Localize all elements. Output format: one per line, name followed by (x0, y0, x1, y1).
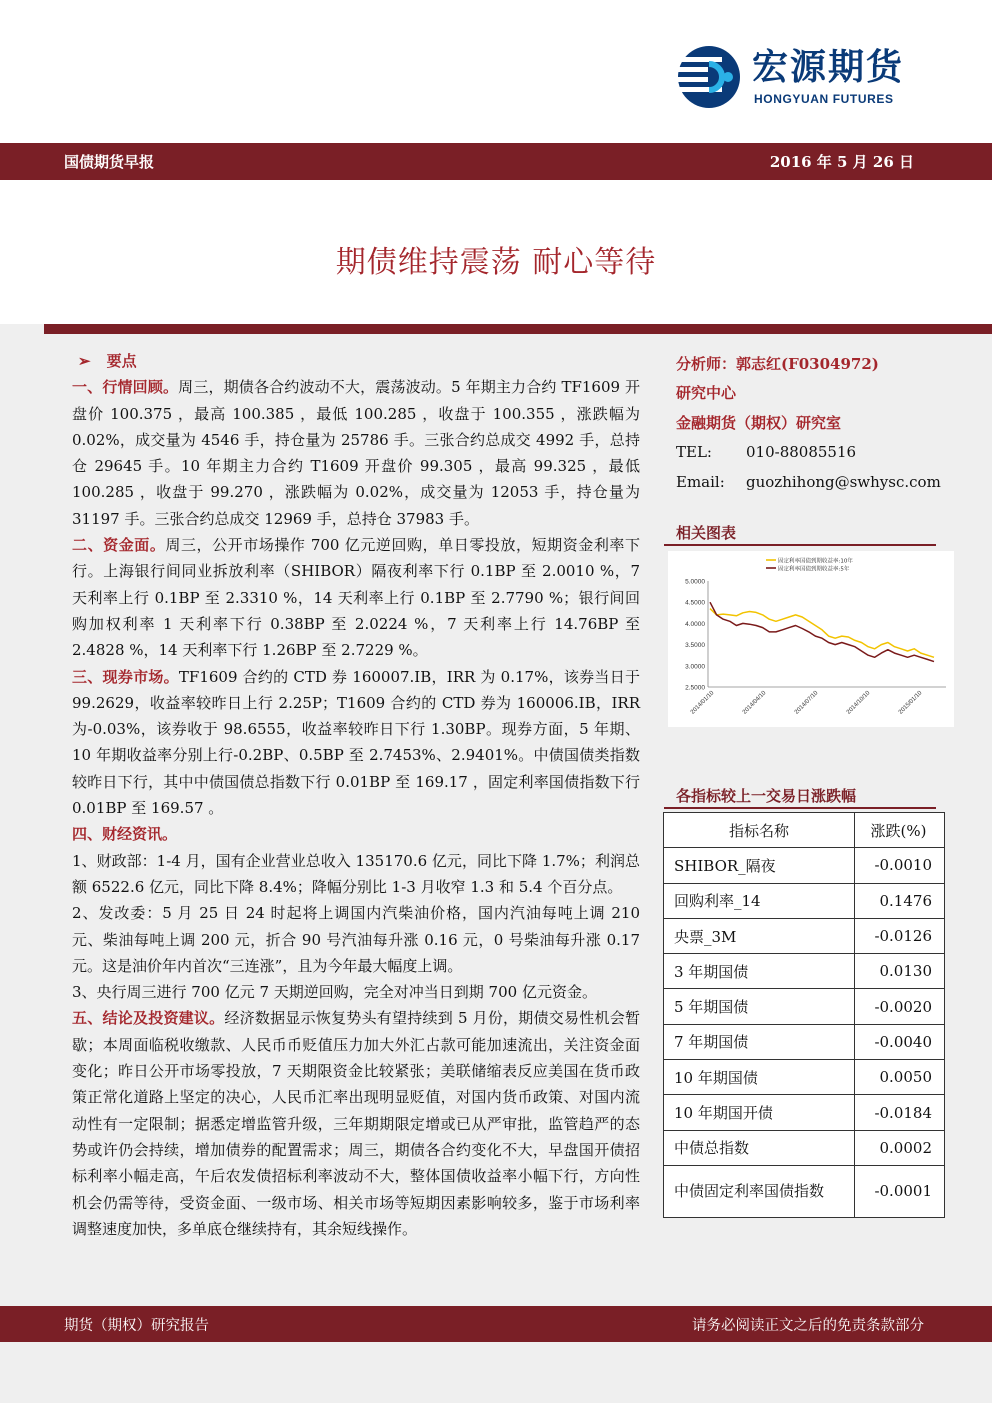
table-cell-value: 0.0050 (855, 1060, 945, 1095)
table-cell-name: 回购利率_14 (664, 883, 855, 918)
section-cash-bond (72, 664, 640, 822)
chart-y-tick-label: 2.5000 (685, 684, 705, 692)
section-head: 五、结论及投资建议。 (72, 1009, 225, 1028)
chart-y-tick-label: 4.5000 (685, 599, 705, 607)
analyst-team: 金融期货（期权）研究室 (676, 413, 842, 432)
table-cell-name: 中债固定利率国债指数 (664, 1165, 855, 1217)
chart-section-header (664, 522, 936, 546)
summary-heading (72, 348, 640, 374)
table-cell-name: 5 年期国债 (664, 989, 855, 1024)
section-text: 周三，公开市场操作 700 亿元逆回购，单日零投放，短期资金利率下行。上海银行间同业拆放利率（SHIBOR）隔夜利率下行 0.1BP 至 2.0010 %，7 天利率上行 0.1BP 至 2.3310 %，14 天利率上行 0.1BP 至 2.7790 %；银行间回购加权利率 1 天利率下行 0.38BP 至 2.0224 %，7 天利率上行 14.76BP 至 2.4828 %，14 天利率下行 1.26BP 至 2.7229 %。 (72, 536, 640, 660)
section-liquidity (72, 532, 640, 663)
table-cell-name: 央票_3M (664, 918, 855, 953)
table-cell-value: -0.0010 (855, 848, 945, 883)
table-row (664, 954, 945, 989)
table-cell-value: -0.0184 (855, 1095, 945, 1130)
chart-legend-label: 固定利率国债到期收益率:5年 (778, 566, 850, 573)
table-header-cell: 指标名称 (664, 813, 855, 848)
chart-x-tick-label: 2014/07/10 (793, 690, 820, 716)
table-header-cell: 涨跌(%) (855, 813, 945, 848)
table-row (664, 848, 945, 883)
chart-x-tick-label: 2014/01/10 (689, 690, 716, 716)
chart-y-tick-label: 5.0000 (685, 578, 705, 586)
section-text: 经济数据显示恢复势头有望持续到 5 月份，期债交易性机会暂歇；本周面临税收缴款、人民币币贬值压力加大外汇占款可能加速流出，关注资金面变化；昨日公开市场零投放，7 天期限资金比较紧张；美联储缩表反应美国在货币政策正常化道路上坚定的决心，人民币汇率出现明显贬值，对国内货币政策、对国内流动性有一定限制；据悉定增监管升级，三年期期限定增或已从严审批，监管趋严的态势或许仍会持续，增加债券的配置需求；周三，期债各合约变化不大，早盘国开债招标利率小幅走高，午后农发债招标利率波动不大，整体国债收益率小幅下行，方向性机会仍需等待，受资金面、一级市场、相关市场等短期因素影响较多，鉴于市场利率调整速度加快，多单底仓继续持有，其余短线操作。 (72, 1009, 640, 1238)
title-band (0, 180, 992, 324)
section-text: 周三，期债各合约波动不大，震荡波动。5 年期主力合约 TF1609 开盘价 100.375 ，最高 100.385 ，最低 100.285 ，收盘于 100.355 ，涨跌幅为 0.02%，成交量为 4546 手，持仓量为 25786 手。三张合约总成交 4992 手，总持仓 29645 手。10 年期主力合约 T1609 开盘价 99.305 ，最高 99.325 ，最低 100.285 ，收盘于 99.270 ，涨跌幅为 0.02%，成交量为 12053 手，持仓量为 31197 手。三张合约总成交 12969 手，总持仓 37983 手。 (72, 378, 640, 528)
table-header-row (664, 813, 945, 848)
analyst-email (676, 468, 966, 497)
section-news (72, 821, 640, 847)
table-cell-value: -0.0040 (855, 1024, 945, 1059)
yield-chart-svg (668, 551, 954, 727)
title-divider (44, 324, 992, 334)
chart-legend-label: 固定利率国债到期收益率:10年 (778, 558, 853, 565)
chart-section-title: 相关图表 (676, 524, 737, 542)
email-link[interactable]: guozhihong@swhysc.com (746, 472, 941, 491)
chart-x-tick-label: 2014/10/10 (845, 690, 872, 716)
chart-y-tick-label: 4.0000 (685, 620, 705, 628)
table-cell-value: -0.0020 (855, 989, 945, 1024)
brand-name-en: HONGYUAN FUTURES (754, 92, 894, 106)
chart-x-tick-label: 2014/04/10 (741, 690, 768, 716)
section-head: 一、行情回顾。 (72, 378, 179, 397)
table-section-title: 各指标较上一交易日涨跌幅 (676, 787, 857, 805)
brand-name-cn: 宏源期货 (752, 47, 905, 88)
table-row (664, 918, 945, 953)
table-row (664, 1024, 945, 1059)
table-cell-name: 3 年期国债 (664, 954, 855, 989)
analyst-info (676, 350, 966, 497)
table-row (664, 1060, 945, 1095)
news-item: 2、发改委：5 月 25 日 24 时起将上调国内汽柴油价格，国内汽油每吨上调 210 元、柴油每吨上调 200 元，折合 90 号汽油每升涨 0.16 元，0 号柴油每升涨 0.17 元。这是油价年内首次“三连涨”，且为今年最大幅度上调。 (72, 904, 640, 975)
index-change-table (663, 812, 945, 1218)
footer-disclaimer-link[interactable]: 请务必阅读正文之后的免责条款部分 (692, 1318, 924, 1334)
chart-series-line (710, 609, 934, 658)
analyst-name: 分析师：郭志红(F0304972) (676, 355, 879, 373)
table-cell-value: 0.0002 (855, 1130, 945, 1165)
hongyuan-logo-icon (676, 44, 742, 110)
table-cell-name: 7 年期国债 (664, 1024, 855, 1059)
news-item: 1、财政部：1-4 月，国有企业营业总收入 135170.6 亿元，同比下降 1.7%；利润总额 6522.6 亿元，同比下降 8.4%；降幅分别比 1-3 月收窄 1.3 和 5.4 个百分点。 (72, 851, 640, 896)
tel-value: 010-88085516 (746, 443, 857, 462)
company-logo (676, 44, 926, 116)
section-head: 二、资金面。 (72, 536, 166, 555)
table-cell-value: 0.1476 (855, 883, 945, 918)
section-market-review (72, 374, 640, 532)
email-label: Email: (676, 472, 725, 491)
table-cell-name: SHIBOR_隔夜 (664, 848, 855, 883)
section-text: TF1609 合约的 CTD 券 160007.IB，IRR 为 0.17%，该券当日于 99.2629，收益率较昨日上行 2.25P；T1609 合约的 CTD 券为 160006.IB，IRR 为-0.03%，该券收于 98.6555，收益率较昨日下行 1.30BP。现券方面，5 年期、10 年期收益率分别上行-0.2BP、0.5BP 至 2.7453%、2.9401%。中债国债类指数较昨日下行，其中中债国债总指数下行 0.01BP 至 169.17 ，固定利率国债指数下行 0.01BP 至 169.57 。 (72, 667, 640, 818)
analyst-tel (676, 438, 966, 467)
summary-label: 要点 (106, 352, 137, 370)
yield-chart (668, 551, 954, 727)
table-cell-value: -0.0001 (855, 1165, 945, 1217)
report-date: 2016 年 5 月 26 日 (769, 153, 914, 171)
summary-column (72, 348, 640, 1242)
header-bar (0, 143, 992, 180)
chart-y-tick-label: 3.5000 (685, 642, 705, 650)
table-cell-name: 10 年期国开债 (664, 1095, 855, 1130)
report-type: 国债期货早报 (64, 153, 155, 171)
table-row (664, 989, 945, 1024)
analyst-dept: 研究中心 (676, 384, 737, 403)
chart-series-line (710, 602, 934, 661)
tel-label: TEL: (676, 443, 712, 462)
table-cell-name: 10 年期国债 (664, 1060, 855, 1095)
chart-x-tick-label: 2015/01/10 (897, 690, 924, 716)
section-head: 三、现券市场。 (72, 667, 179, 686)
table-row (664, 883, 945, 918)
table-cell-value: -0.0126 (855, 918, 945, 953)
section-conclusion (72, 1005, 640, 1242)
table-cell-value: 0.0130 (855, 954, 945, 989)
footer-left: 期货（期权）研究报告 (64, 1318, 209, 1334)
page-title: 期债维持震荡 耐心等待 (335, 245, 657, 280)
news-item: 3、央行周三进行 700 亿元 7 天期逆回购，完全对冲当日到期 700 亿元资金。 (72, 983, 597, 1002)
footer-bar (0, 1306, 992, 1342)
table-row (664, 1130, 945, 1165)
table-row (664, 1165, 945, 1217)
table-section-header (664, 785, 936, 809)
chart-y-tick-label: 3.0000 (685, 663, 705, 671)
table-cell-name: 中债总指数 (664, 1130, 855, 1165)
table-row (664, 1095, 945, 1130)
section-head: 四、财经资讯。 (72, 825, 178, 844)
bullet-arrow-icon: ➢ (78, 352, 91, 370)
